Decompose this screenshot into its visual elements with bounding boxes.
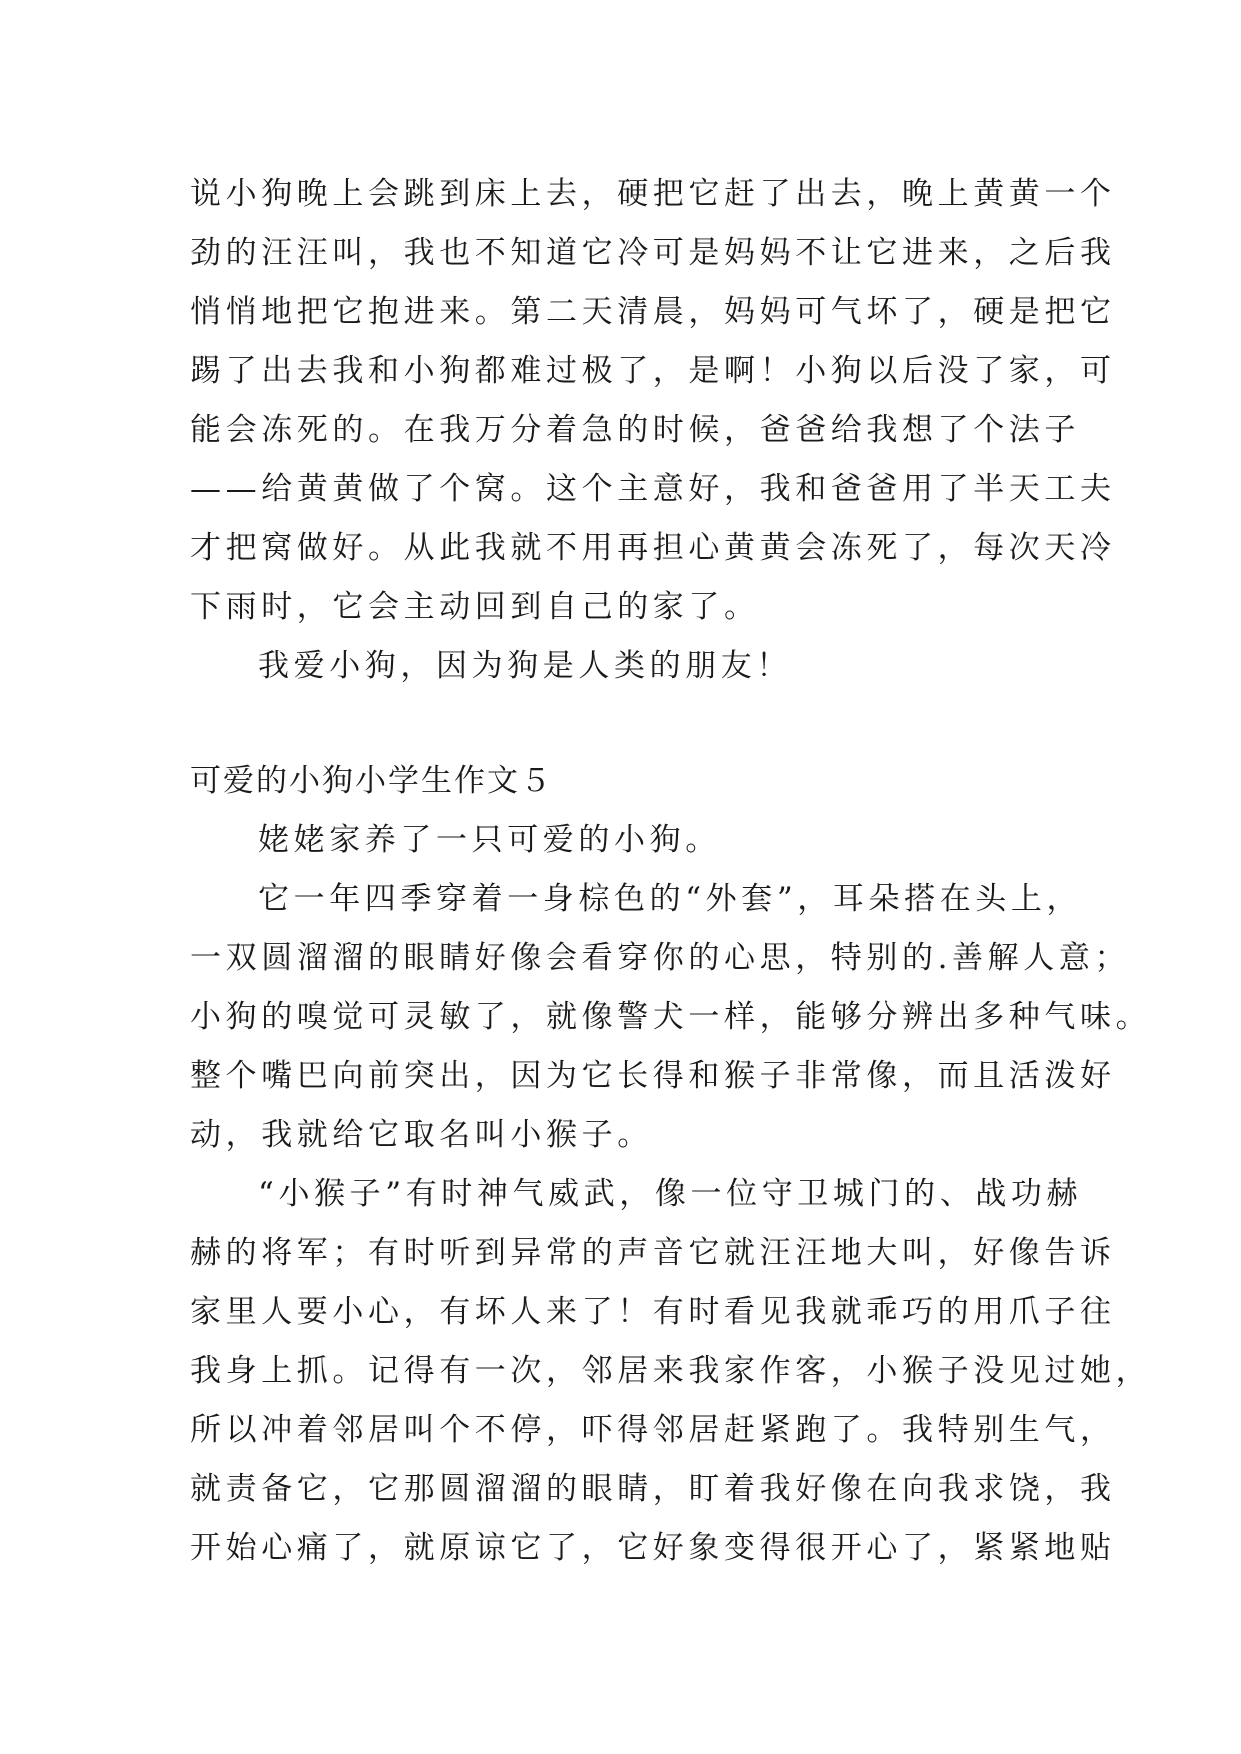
text-line: 说小狗晚上会跳到床上去，硬把它赶了出去，晚上黄黄一个: [190, 176, 1116, 212]
text-line: 小狗的嗅觉可灵敏了，就像警犬一样，能够分辨出多种气味。: [190, 999, 1152, 1035]
text-line: 踢了出去我和小狗都难过极了，是啊！小狗以后没了家，可: [190, 353, 1116, 389]
text-line: 劲的汪汪叫，我也不知道它冷可是妈妈不让它进来，之后我: [190, 235, 1116, 271]
text-line: 才把窝做好。从此我就不用再担心黄黄会冻死了，每次天冷: [190, 530, 1116, 566]
paragraph-line: 姥姥家养了一只可爱的小狗。: [258, 822, 721, 858]
text-line: 一双圆溜溜的眼睛好像会看穿你的心思，特别的.善解人意；: [190, 940, 1131, 976]
text-line: 整个嘴巴向前突出，因为它长得和猴子非常像，而且活泼好: [190, 1058, 1116, 1094]
paragraph-line: 我爱小狗，因为狗是人类的朋友！: [258, 648, 792, 684]
section-title: 可爱的小狗小学生作文５: [190, 763, 553, 799]
text-line: 家里人要小心，有坏人来了！有时看见我就乖巧的用爪子往: [190, 1294, 1116, 1330]
document-page: [190, 165, 1152, 1578]
text-line: 动，我就给它取名叫小猴子。: [190, 1117, 653, 1153]
text-line: 就责备它，它那圆溜溜的眼睛，盯着我好像在向我求饶，我: [190, 1471, 1116, 1507]
text-line: ——给黄黄做了个窝。这个主意好，我和爸爸用了半天工夫: [190, 471, 1116, 507]
text-line: 能会冻死的。在我万分着急的时候，爸爸给我想了个法子: [190, 412, 1080, 448]
text-line: 我身上抓。记得有一次，邻居来我家作客，小猴子没见过她，: [190, 1353, 1152, 1389]
text-line: 开始心痛了，就原谅它了，它好象变得很开心了，紧紧地贴: [190, 1530, 1116, 1566]
text-line: 赫的将军；有时听到异常的声音它就汪汪地大叫，好像告诉: [190, 1235, 1116, 1271]
paragraph-line: 它一年四季穿着一身棕色的“外套”，耳朵搭在头上，: [258, 881, 1083, 917]
text-line: 下雨时，它会主动回到自己的家了。: [190, 589, 760, 625]
text-line: 悄悄地把它抱进来。第二天清晨，妈妈可气坏了，硬是把它: [190, 294, 1116, 330]
text-line: 所以冲着邻居叫个不停，吓得邻居赶紧跑了。我特别生气，: [190, 1412, 1116, 1448]
paragraph-line: “小猴子”有时神气威武，像一位守卫城门的、战功赫: [258, 1176, 1083, 1212]
section-spacer: [190, 696, 1070, 752]
